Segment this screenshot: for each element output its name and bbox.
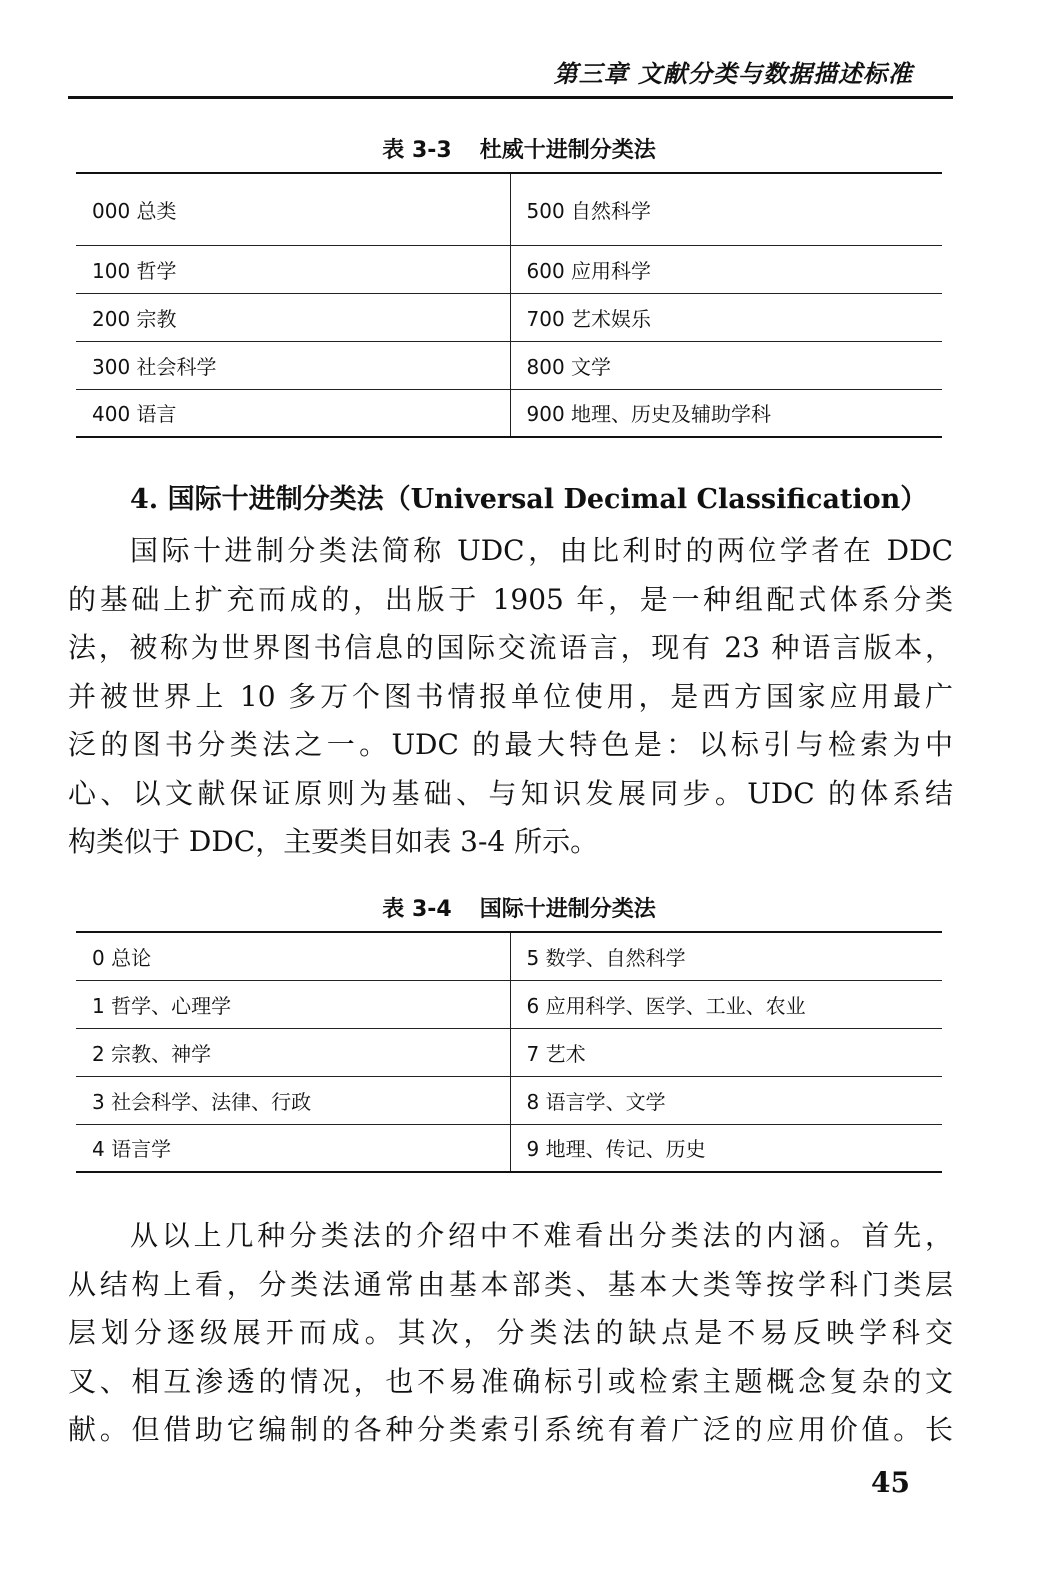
table-row [76,173,942,245]
table-row [76,389,942,437]
table-row [76,245,942,293]
table-cell: 6 应用科学、医学、工业、农业 [510,980,942,1028]
paragraph-line: 献。但借助它编制的各种分类索引系统有着广泛的应用价值。长 [68,1413,953,1446]
table-row [76,293,942,341]
table-cell: 4 语言学 [76,1124,510,1172]
paragraph-line: 法，被称为世界图书信息的国际交流语言，现有 23 种语言版本， [68,631,953,664]
table-cell: 000 总类 [76,173,510,245]
table-row [76,1028,942,1076]
table-cell: 400 语言 [76,389,510,437]
paragraph-line: 叉、相互渗透的情况，也不易准确标引或检索主题概念复杂的文 [68,1364,953,1398]
running-header [68,52,953,99]
table-cell: 500 自然科学 [510,173,942,245]
table-caption-title: 国际十进制分类法 [479,897,656,922]
table-cell: 9 地理、传记、历史 [510,1124,942,1172]
body-paragraph [68,527,953,867]
table-cell: 8 语言学、文学 [510,1076,942,1124]
table-caption [0,133,1038,164]
table-caption-number: 表 3-3 [382,138,452,163]
table-caption-title: 杜威十进制分类法 [479,138,656,163]
paragraph-line: 心、以文献保证原则为基础、与知识发展同步。UDC 的体系结 [68,776,953,810]
table-cell: 700 艺术娱乐 [510,293,942,341]
table-cell: 100 哲学 [76,245,510,293]
table-row [76,1076,942,1124]
classification-table-ddc [76,172,942,438]
paragraph-line: 层划分逐级展开而成。其次，分类法的缺点是不易反映学科交 [68,1316,953,1349]
table-caption [0,892,1038,923]
table-cell: 800 文学 [510,341,942,389]
classification-table-udc [76,931,942,1173]
table-cell: 600 应用科学 [510,245,942,293]
table-row [76,341,942,389]
paragraph-line: 构类似于 DDC，主要类目如表 3-4 所示。 [68,825,599,858]
table-cell: 7 艺术 [510,1028,942,1076]
table-caption-number: 表 3-4 [382,897,452,922]
table-cell: 5 数学、自然科学 [510,932,942,980]
table-row [76,932,942,980]
table-cell: 200 宗教 [76,293,510,341]
paragraph-line: 国际十进制分类法简称 UDC，由比利时的两位学者在 DDC [130,534,953,567]
section-heading: 4. 国际十进制分类法（Universal Decimal Classification） [130,484,928,515]
paragraph-line: 从结构上看，分类法通常由基本部类、基本大类等按学科门类层 [68,1267,953,1301]
paragraph-line: 泛的图书分类法之一。UDC 的最大特色是：以标引与检索为中 [68,728,953,761]
page-number: 45 [871,1466,910,1499]
table-cell: 2 宗教、神学 [76,1028,510,1076]
table-cell: 900 地理、历史及辅助学科 [510,389,942,437]
table-cell: 1 哲学、心理学 [76,980,510,1028]
body-paragraph [68,1212,953,1455]
chapter-title: 第三章 文献分类与数据描述标准 [553,60,913,88]
table-cell: 300 社会科学 [76,341,510,389]
table-cell: 3 社会科学、法律、行政 [76,1076,510,1124]
paragraph-line: 从以上几种分类法的介绍中不难看出分类法的内涵。首先， [130,1219,953,1252]
table-cell: 0 总论 [76,932,510,980]
paragraph-line: 的基础上扩充而成的，出版于 1905 年，是一种组配式体系分类 [68,582,953,616]
paragraph-line: 并被世界上 10 多万个图书情报单位使用，是西方国家应用最广 [68,679,953,713]
table-row [76,980,942,1028]
table-row [76,1124,942,1172]
